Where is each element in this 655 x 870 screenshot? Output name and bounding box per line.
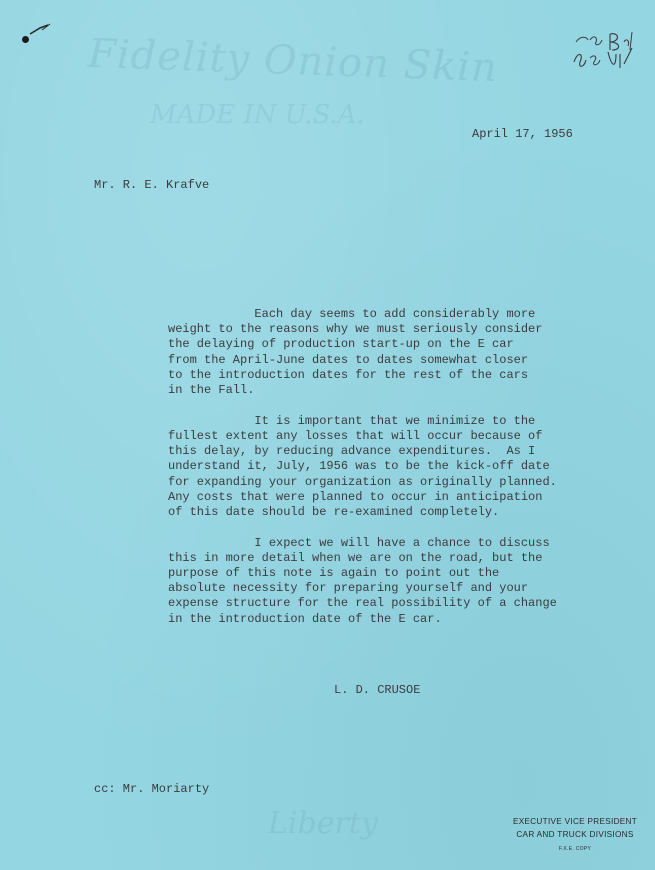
letter-date: April 17, 1956	[472, 127, 573, 141]
paper-watermark-sub: MADE IN U.S.A.	[150, 100, 365, 130]
letterhead-title-line1: EXECUTIVE VICE PRESIDENT	[512, 817, 638, 826]
paper-watermark: Fidelity Onion Skin	[87, 30, 499, 92]
punch-hole-icon	[22, 36, 29, 43]
letter-paragraph-1: Each day seems to add considerably more weight to the reasons why we must seriously consider the delaying of production start-up on the E car from the April-June dates to dates somewhat closer to the introduction dates for the rest of the cars in the Fall.	[168, 307, 543, 398]
letter-recipient: Mr. R. E. Krafve	[94, 178, 210, 192]
letter-paragraph-3: I expect we will have a chance to discuss this in more detail when we are on the road, but the purpose of this note is again to point out the absolute necessity for preparing yourself and your expense structure for the real possibility of a change in the introduction date of the E car.	[168, 535, 557, 626]
pencil-mark-icon	[28, 22, 52, 36]
letter-paragraph-2: It is important that we minimize to the fullest extent any losses that will occur because of this delay, by reducing advance expenditures. As I understand it, July, 1956 was to be the kick-off date for expanding your organization as originally planned. Any costs that were planned to occur in anticipation of this date should be re-examined completely.	[168, 413, 557, 519]
paper-watermark-bottom: Liberty	[268, 806, 378, 841]
letterhead-copy-label: F.X.E. COPY	[558, 846, 592, 852]
letterhead-block	[500, 815, 650, 852]
letterhead-title-line2: CAR AND TRUCK DIVISIONS	[516, 830, 634, 839]
letter-body	[168, 307, 557, 642]
handwritten-annotation-icon	[570, 28, 640, 78]
letter-cc: cc: Mr. Moriarty	[94, 782, 210, 796]
letter-signature: L. D. CRUSOE	[334, 683, 421, 697]
